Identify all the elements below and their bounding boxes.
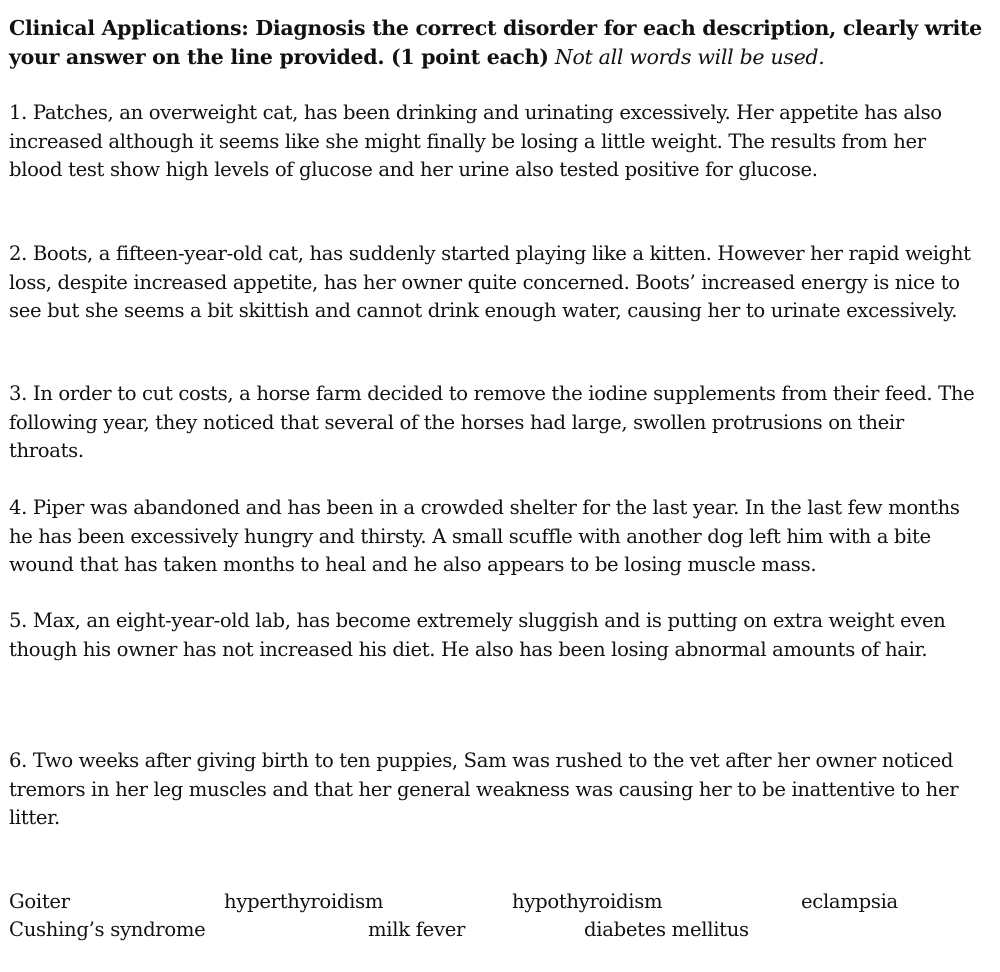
instructions xyxy=(9,14,984,72)
question-3: 3. In order to cut costs, a horse farm decided to remove the iodine supplements from their feed. The following year, they noticed that several of the horses had large, swollen protrusions on their throats. xyxy=(9,382,975,462)
word-bank-item: diabetes mellitus xyxy=(584,918,749,941)
instructions-italic: Not all words will be used. xyxy=(554,45,825,69)
word-bank-item: Cushing’s syndrome xyxy=(9,918,206,941)
word-bank-item: hypothyroidism xyxy=(512,890,663,913)
word-bank-item: milk fever xyxy=(368,918,466,941)
question-1: 1. Patches, an overweight cat, has been drinking and urinating excessively. Her appetite has also increased although it seems like she might finally be losing a little weight. The results from her blood test show high levels of glucose and her urine also tested positive for glucose. xyxy=(9,101,942,181)
instructions-bold: Clinical Applications: Diagnosis the correct disorder for each description, clearly write your answer on the line provided. (1 point each) xyxy=(9,16,982,69)
worksheet xyxy=(9,14,984,72)
word-bank-item: hyperthyroidism xyxy=(224,890,384,913)
question-5: 5. Max, an eight-year-old lab, has become extremely sluggish and is putting on extra weight even though his owner has not increased his diet. He also has been losing abnormal amounts of hair. xyxy=(9,609,946,661)
word-bank-item: eclampsia xyxy=(801,890,898,913)
question-6: 6. Two weeks after giving birth to ten puppies, Sam was rushed to the vet after her owner noticed tremors in her leg muscles and that her general weakness was causing her to be inattentive to her litter. xyxy=(9,749,959,829)
question-2: 2. Boots, a fifteen-year-old cat, has suddenly started playing like a kitten. However her rapid weight loss, despite increased appetite, has her owner quite concerned. Boots’ increased energy is nice to see but she seems a bit skittish and cannot drink enough water, causing her to urinate excessively. xyxy=(9,242,971,322)
question-4: 4. Piper was abandoned and has been in a crowded shelter for the last year. In the last few months he has been excessively hungry and thirsty. A small scuffle with another dog left him with a bite wound that has taken months to heal and he also appears to be losing muscle mass. xyxy=(9,496,960,576)
word-bank-item: Goiter xyxy=(9,890,70,913)
